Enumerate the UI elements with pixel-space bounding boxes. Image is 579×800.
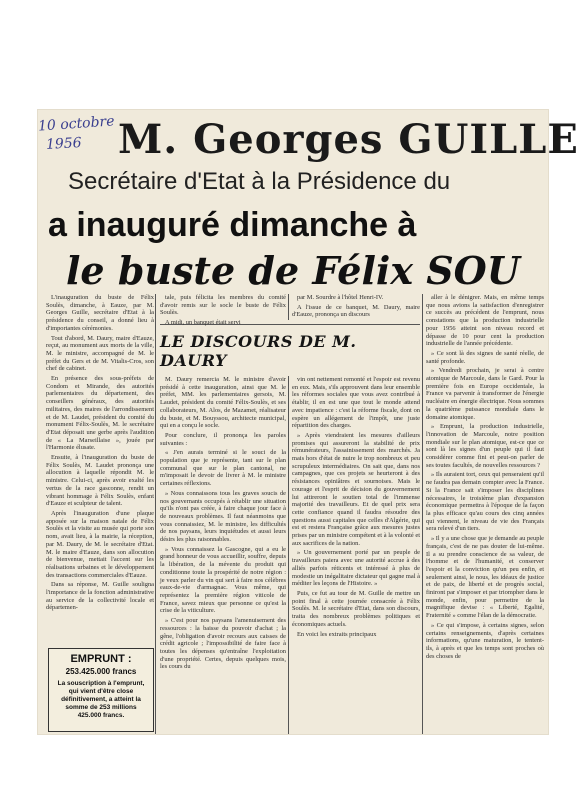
emprunt-amount: 253.425.000 francs <box>65 667 137 676</box>
section-heading: LE DISCOURS DE M. DAURY <box>160 332 357 370</box>
column-divider <box>155 294 156 734</box>
column-divider <box>288 376 289 734</box>
article-column-1 <box>46 294 154 642</box>
paragraph: Pour conclure, il prononça les paroles suivantes : <box>160 431 286 447</box>
paragraph: » Vous connaissez la Gascogne, qui a eu le grand honneur de vous accueillir, souffre, depuis la libération, de la mévente du produit qui conditionne toute la prospérité de notre région : je veux parler du vin qui sert à faire nos célèbres eaux-de-vie d'armagnac. Vous même, qui représentez la première région viticole de France, savez mieux que personne ce qu'est la crise de la viticulture. <box>160 545 286 615</box>
paragraph: Puis, ce fut au tour de M. Guille de mettre un point final à cette journée consacrée à Félix Soulès. M. le secrétaire d'Etat, dans son discours, traita des nombreux problèmes politiques et économiques actuels. <box>292 589 420 628</box>
paragraph: Après l'inauguration d'une plaque apposée sur la maison natale de Félix Soulès et la visite au musée qui porte son nom, avait lieu, à la mairie, la réception, par M. Daury, de M. le secrétaire d'Etat. M. le maire d'Eauze, dans son allocution de bienvenue, mettait l'accent sur les réalisations urbaines et le développement des transactions commerciales d'Eauze. <box>46 509 154 579</box>
paragraph: M. Daury remercia M. le ministre d'avoir présidé à cette inauguration, ainsi que M. le préfet, MM. les parlementaires gersois, M. Laudet, président du comité Félix-Soulès, et ses collaborateurs, M. Alos, de Mazamet, réalisateur du buste, et M. Bouyssou, architecte municipal, qui en a conçu le socle. <box>160 376 286 430</box>
paragraph: » Emprunt, la production industrielle, l'innovation de Marcoule, notre position mondiale sur le plan atomique, est-ce que ce sont là les signes d'un peuple qui il faut considérer comme fini et peut-on parler de ses toutes facultés, de nouvelles ressources ? <box>426 423 544 469</box>
paragraph: En présence des sous-préfets de Condom et Mirande, des autorités parlementaires du département, des conseillers généraux, des autorités militaires, des maires de l'arrondissement et de M. Laudet, président du comité du monument Félix-Soulès, M. le secrétaire d'Etat déposait une gerbe après l'audition de « La Marseillaise », jouée par l'Harmonie élusate. <box>46 375 154 452</box>
paragraph: » Il y a une chose que je demande au peuple français, c'est de ne pas douter de lui-même. Il a su prendre conscience de sa valeur, de l'homme et de l'humanité, et conserver l'espoir et la conviction qu'un peu enfin, et seulement ainsi, le nous, les idéaux de justice et de paix, de liberté et de progrès social, finiront par s'imposer et par triompher dans le monde, enfin, pour permettre de la magnifique devise : « Liberté, Egalité, Fraternité » comme l'élan de la démocratie. <box>426 535 544 620</box>
headline-name: M. Georges GUILLE <box>118 116 579 163</box>
article-column-4 <box>426 294 544 732</box>
headline-action: a inauguré dimanche à <box>48 206 417 244</box>
paragraph: » Vendredi prochain, je serai à centre atomique de Marcoule, dans le Gard. Pour la première fois en Europe occidentale, la France va parvenir à transformer de l'énergie nucléaire en énergie électrique. Nous sommes la quatrième puissance mondiale dans le domaine atomique. <box>426 367 544 421</box>
paragraph: » Ce qui s'impose, à certains signes, selon certains renseignements, d'après certaines informations, qu'une maturation, le tentent-ils, à après et que les temps sont proches où des choses de <box>426 621 544 660</box>
paragraph: En voici les extraits principaux <box>297 630 377 638</box>
paragraph: Tout d'abord, M. Daury, maire d'Eauze, reçut, au monument aux morts de la ville, M. le ministre, accompagné de M. le préfet du Gers et de M. Vitalis-Cros, son chef de cabinet. <box>46 334 154 373</box>
headline-subject: le buste de Félix SOU <box>66 248 520 293</box>
column-divider <box>288 294 289 320</box>
handwritten-year: 1956 <box>45 135 83 153</box>
paragraph: » Ils auraient tort, ceux qui penseraient qu'il ne faudra pas demain compter avec la France. Si la France sait s'imposer les disciplines nécessaires, le troisième plan d'expansion économique permettra à l'époque de la façon la plus efficace qu'au cours des cinq années qui viennent, le niveau de vie des Français sera relevé d'un tiers. <box>426 471 544 533</box>
paragraph: L'inauguration du buste de Félix Soulès, dimanche, à Eauze, par M. Georges Guille, secrétaire d'Etat à la présidence du conseil, a donné lieu à d'importantes cérémonies. <box>46 294 154 332</box>
article-column-3 <box>292 376 420 732</box>
emprunt-title: EMPRUNT : <box>70 653 132 665</box>
column-divider <box>422 294 423 734</box>
paragraph: » Un gouvernement porté par un peuple de travailleurs paiera avec une autorité accrue à des alliés parfois réticents et intéressé à plus de modestie un inégalitaire dictateur qui gagne mal à méditer les leçons de l'Histoire. » <box>292 549 420 588</box>
paragraph: Dans sa réponse, M. Guille souligna l'importance de la fonction administrative au service de la collectivité locale et départemen- <box>46 581 154 612</box>
article-column-2 <box>160 376 286 732</box>
paragraph: « J'en aurais terminé si le souci de la population que je représente, tant sur le plan communal que sur le plan cantonal, ne m'imposait le devoir de livrer à M. le ministre certaines réflexions. <box>160 449 286 488</box>
handwritten-date: 10 octobre <box>37 113 115 135</box>
headline-role: Secrétaire d'Etat à la Présidence du <box>68 168 451 195</box>
article-column-2-top <box>160 294 286 327</box>
paragraph: » C'est pour nos paysans l'amenuisement des ressources : la baisse du pouvoir d'achat ; la gêne, l'obligation d'avoir recours aux caisses de crédit agricole ; l'impossibilité de faire face à toutes les dépenses qu'entraîne l'exploitation d'une propriété. Certes, depuis quelques mois, les cours du <box>160 617 286 671</box>
paragraph: par M. Sourdre à l'hôtel Henri-IV. <box>297 294 384 301</box>
paragraph: aller à le dénigrer. Mais, en même temps que nous avions la satisfaction d'enregistrer ce succès au précédent de l'emprunt, nous constations que la production industrielle pour 1956 atteint son niveau record et dépasse de 10 pour cent la production industrielle de l'année précédente. <box>426 294 544 348</box>
paragraph: vin ont nettement remonté et l'espoir est revenu en eux. Mais, s'ils approuvent dans leur ensemble les réformes sociales que vous avez contribué à établir, il en est une que tout le monde attend avec impatience : c'est la réforme fiscale, dont on espère un allégement de l'impôt, une juste répartition des charges. <box>292 376 420 430</box>
paragraph: » Après viendraient les mesures d'ailleurs promises qui assureront la stabilité de prix rémunérateurs, l'assainissement des marchés. Ja mais hors d'état de nuire le trop nombreux et peu scrupuleux intermédiaires. On sait que, dans nos campagnes, que ces projets se heurteront à des résistances opiniâtres et sournoises. Mais le courage et l'esprit de décision du gouvernement lui attireront le soutien total de l'immense majorité des travailleurs. Et de quel prix sera cette confiance quand il faudra résoudre des questions aussi capitales que celles d'Algérie, qui est et restera Française grâce aux mesures justes prises par un ministre compétent et à la volonté et aux sacrifices de la nation. <box>292 431 420 547</box>
paragraph: Ensuite, à l'inauguration du buste de Félix Soulès, M. Laudet prononça une allocution à laquelle répondit M. le ministre. Celui-ci, après avoir exalté les vertus de la race gasconne, rendit un vibrant hommage à Félix Soulès, enfant d'Eauze et sculpteur de talent. <box>46 454 154 508</box>
paragraph: » Nous connaissons tous les graves soucis de nos gouvernants occupés à rétablir une situation qu'ils n'ont pas créée, à faire chaque jour face à de nouveaux problèmes. Il faut néanmoins que vous connaissiez, M. le ministre, les difficultés de nos paysans, leurs inquiétudes et aussi leurs désirs les plus raisonnables. <box>160 489 286 544</box>
paragraph: tale, puis félicita les membres du comité d'avoir remis sur le socle le buste de Félix Soulès. <box>160 294 286 317</box>
emprunt-box <box>48 648 154 732</box>
emprunt-text: La souscription à l'emprunt, qui vient d'être close définitivement, a atteint la somme de 253 millions 425.000 francs. <box>57 680 145 719</box>
paragraph: » Ce sont là des signes de santé réelle, de santé profonde. <box>426 349 544 365</box>
newspaper-clipping <box>37 110 579 734</box>
paragraph: A l'issue de ce banquet, M. Daury, maire d'Eauze, prononça un discours <box>292 303 420 319</box>
paragraph: A midi, un banquet était servi <box>165 319 241 327</box>
article-column-3-top <box>292 294 420 319</box>
